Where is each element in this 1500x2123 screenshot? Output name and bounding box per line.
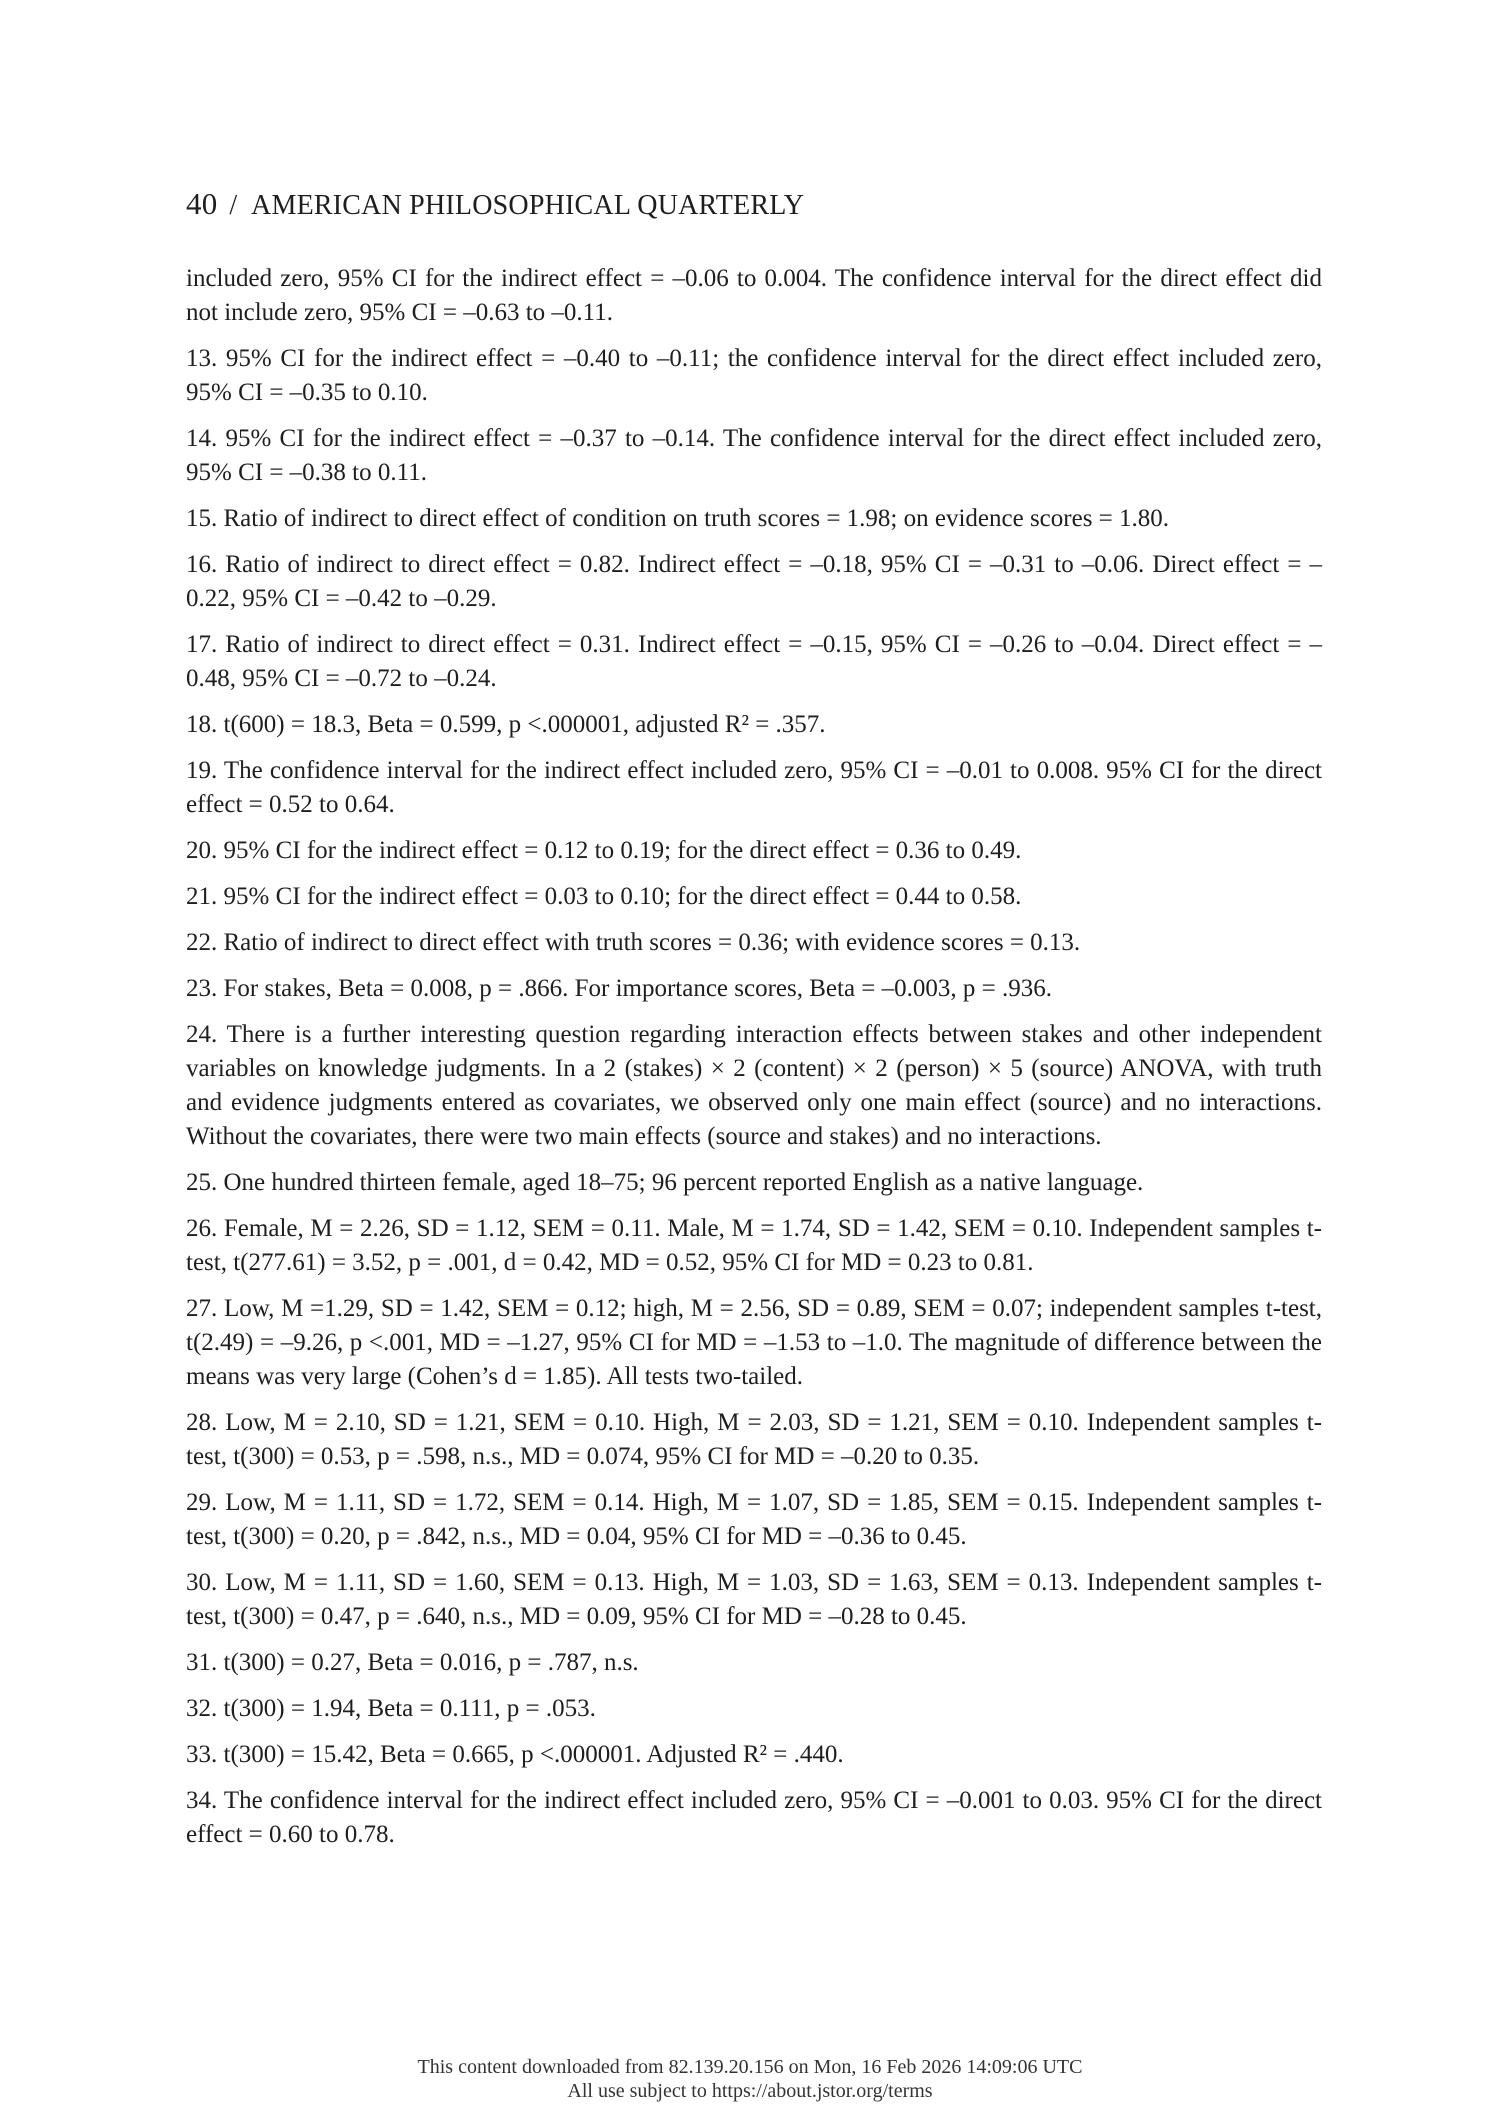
note-18: 18. t(600) = 18.3, Beta = 0.599, p <.000001, adjusted R² = .357. [186, 711, 826, 738]
note-15: 15. Ratio of indirect to direct effect of condition on truth scores = 1.98; on evidence scores = 1.80. [186, 505, 1170, 532]
note-20: 20. 95% CI for the indirect effect = 0.12 to 0.19; for the direct effect = 0.36 to 0.49. [186, 837, 1022, 864]
note-21: 21. 95% CI for the indirect effect = 0.03 to 0.10; for the direct effect = 0.44 to 0.58. [186, 883, 1022, 910]
endnotes [186, 262, 1322, 1864]
note-19: 19. The confidence interval for the indirect effect included zero, 95% CI = –0.01 to 0.008. 95% CI for the direct effect = 0.52 to 0.64. [186, 757, 1322, 818]
note-33: 33. t(300) = 15.42, Beta = 0.665, p <.000001. Adjusted R² = .440. [186, 1741, 844, 1768]
note-23: 23. For stakes, Beta = 0.008, p = .866. For importance scores, Beta = –0.003, p = .936. [186, 975, 1053, 1002]
note-14: 14. 95% CI for the indirect effect = –0.37 to –0.14. The confidence interval for the direct effect included zero, 95% CI = –0.38 to 0.11. [186, 425, 1322, 486]
note-13: 13. 95% CI for the indirect effect = –0.40 to –0.11; the confidence interval for the direct effect included zero, 95% CI = –0.35 to 0.10. [186, 345, 1322, 406]
note-34: 34. The confidence interval for the indirect effect included zero, 95% CI = –0.001 to 0.03. 95% CI for the direct effect = 0.60 to 0.78. [186, 1787, 1322, 1848]
note-22: 22. Ratio of indirect to direct effect with truth scores = 0.36; with evidence scores = 0.13. [186, 929, 1081, 956]
page-number: 40 [186, 186, 218, 221]
note-27: 27. Low, M =1.29, SD = 1.42, SEM = 0.12; high, M = 2.56, SD = 0.89, SEM = 0.07; independent samples t-test, t(2.49) = –9.26, p <.001, MD = –1.27, 95% CI for MD = –1.53 to –1.0. The magnitude of difference between the means was very large (Cohen’s d = 1.85). All tests two-tailed. [186, 1295, 1322, 1390]
note-12-continued: included zero, 95% CI for the indirect effect = –0.06 to 0.004. The confidence interval for the direct effect did not include zero, 95% CI = –0.63 to –0.11. [186, 265, 1322, 326]
note-24: 24. There is a further interesting question regarding interaction effects between stakes and other independent variables on knowledge judgments. In a 2 (stakes) × 2 (content) × 2 (person) × 5 (source) ANOVA, with truth and evidence judgments entered as covariates, we observed only one main effect (source) and no interactions. Without the covariates, there were two main effects (source and stakes) and no interactions. [186, 1021, 1322, 1150]
journal-title: AMERICAN PHILOSOPHICAL QUARTERLY [251, 190, 805, 221]
download-notice-line: This content downloaded from 82.139.20.156 on Mon, 16 Feb 2026 14:09:06 UTC [417, 2056, 1083, 2078]
note-30: 30. Low, M = 1.11, SD = 1.60, SEM = 0.13. High, M = 1.03, SD = 1.63, SEM = 0.13. Independent samples t-test, t(300) = 0.47, p = .640, n.s., MD = 0.09, 95% CI for MD = –0.28 to 0.45. [186, 1569, 1322, 1630]
note-25: 25. One hundred thirteen female, aged 18–75; 96 percent reported English as a native language. [186, 1169, 1144, 1196]
note-32: 32. t(300) = 1.94, Beta = 0.111, p = .053. [186, 1695, 596, 1722]
download-notice [0, 2055, 1500, 2103]
note-29: 29. Low, M = 1.11, SD = 1.72, SEM = 0.14. High, M = 1.07, SD = 1.85, SEM = 0.15. Independent samples t-test, t(300) = 0.20, p = .842, n.s., MD = 0.04, 95% CI for MD = –0.36 to 0.45. [186, 1489, 1322, 1550]
running-head [186, 186, 804, 222]
note-31: 31. t(300) = 0.27, Beta = 0.016, p = .787, n.s. [186, 1649, 639, 1676]
note-26: 26. Female, M = 2.26, SD = 1.12, SEM = 0.11. Male, M = 1.74, SD = 1.42, SEM = 0.10. Independent samples t-test, t(277.61) = 3.52, p = .001, d = 0.42, MD = 0.52, 95% CI for MD = 0.23 to 0.81. [186, 1215, 1322, 1276]
note-16: 16. Ratio of indirect to direct effect = 0.82. Indirect effect = –0.18, 95% CI = –0.31 to –0.06. Direct effect = –0.22, 95% CI = –0.42 to –0.29. [186, 551, 1322, 612]
note-28: 28. Low, M = 2.10, SD = 1.21, SEM = 0.10. High, M = 2.03, SD = 1.21, SEM = 0.10. Independent samples t-test, t(300) = 0.53, p = .598, n.s., MD = 0.074, 95% CI for MD = –0.20 to 0.35. [186, 1409, 1322, 1470]
note-17: 17. Ratio of indirect to direct effect = 0.31. Indirect effect = –0.15, 95% CI = –0.26 to –0.04. Direct effect = –0.48, 95% CI = –0.72 to –0.24. [186, 631, 1322, 692]
running-head-separator: / [229, 190, 238, 221]
terms-notice-line: All use subject to https://about.jstor.org/terms [567, 2080, 933, 2102]
